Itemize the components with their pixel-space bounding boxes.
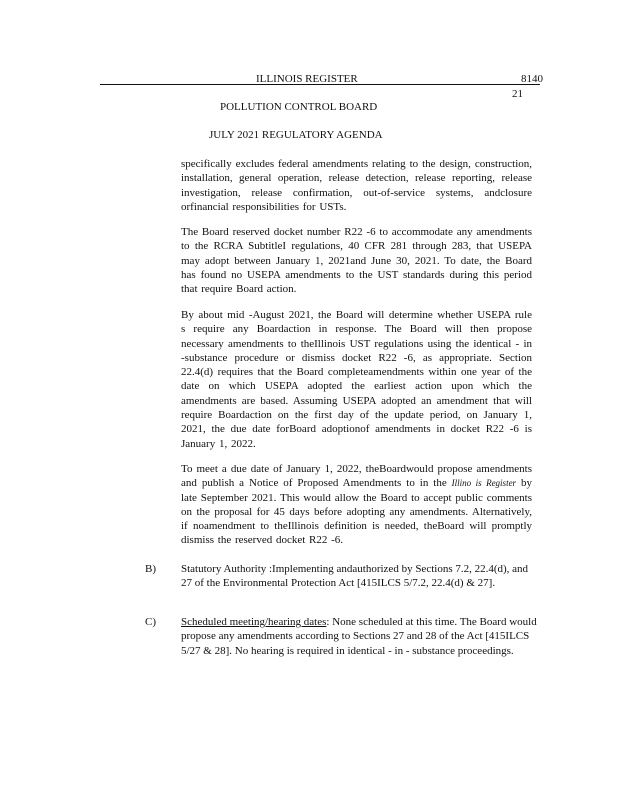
paragraph-docket: The Board reserved docket number R22 -6 to accommodate any amendments to the RCRA SubtitleI regulations, 40 CFR 281 through 283, that USEPA may adopt between January 1, 2021and June 30, 2021. To date, the Board has found no USEPA amendments to the UST standards during this period that require Board action. (181, 226, 532, 296)
paragraph-due-date-lead: To meet a due date of January 1, 2022, theBoardwould propose amendments and publish a Notice of Proposed Amendments to in the (181, 463, 532, 490)
item-b-label: B) (145, 563, 156, 575)
board-name: POLLUTION CONTROL BOARD (220, 101, 378, 113)
item-c-heading: Scheduled meeting/hearing dates (181, 616, 327, 628)
item-b-text: Statutory Authority :Implementing andauthorized by Sections 7.2, 22.4(d), and 27 of the Environmental Protection Act [415ILCS 5/7.2, 22.4(d) & 27]. (181, 563, 529, 590)
item-c-label: C) (145, 616, 156, 628)
page-number: 8140 (521, 73, 543, 85)
paragraph-timeline: By about mid -August 2021, the Board will determine whether USEPA rule s require any Boardaction in response. The Board will then propose necessary amendments to theIllinois UST regulations using the identical - in -substance procedure or dismiss docket R22 -6, as appropriate. Section 22.4(d) requires that the Board completeamendments within one year of the date on which USEPA adopted the earliest action upon which the amendments are based. Assuming USEPA adopted an amendment that will require Boardaction on the first day of the update period, on January 1, 2021, the due date forBoard adoptionof amendments in docket R22 -6 is January 1, 2022. (181, 309, 532, 450)
paragraph-due-date (181, 462, 532, 548)
agenda-title: JULY 2021 REGULATORY AGENDA (209, 129, 383, 141)
volume-number: 21 (512, 88, 523, 100)
paragraph-scope: specifically excludes federal amendments relating to the design, construction, installation, general operation, release detection, release reporting, release investigation, release confirmation, out-of-service systems, andclosure orfinancial responsibilities for USTs. (181, 158, 532, 213)
item-c-body (181, 615, 541, 658)
illinois-register-italic: Illino is Register (451, 478, 517, 489)
register-title: ILLINOIS REGISTER (256, 73, 358, 85)
item-c-text: : None scheduled at this time. The Board would propose any amendments according to Sections 27 and 28 of the Act [415ILCS 5/27 & 28]. No hearing is required in identical - in - substance proceedings. (181, 616, 537, 657)
paragraph-due-date-rest: by late September 2021. This would allow the Board to accept public comments on the proposal for 45 days before adopting any amendments. Alternatively, if noamendment to theIllinois definition is needed, theBoard will promptly dismiss the reserved docket R22 -6. (181, 477, 533, 547)
